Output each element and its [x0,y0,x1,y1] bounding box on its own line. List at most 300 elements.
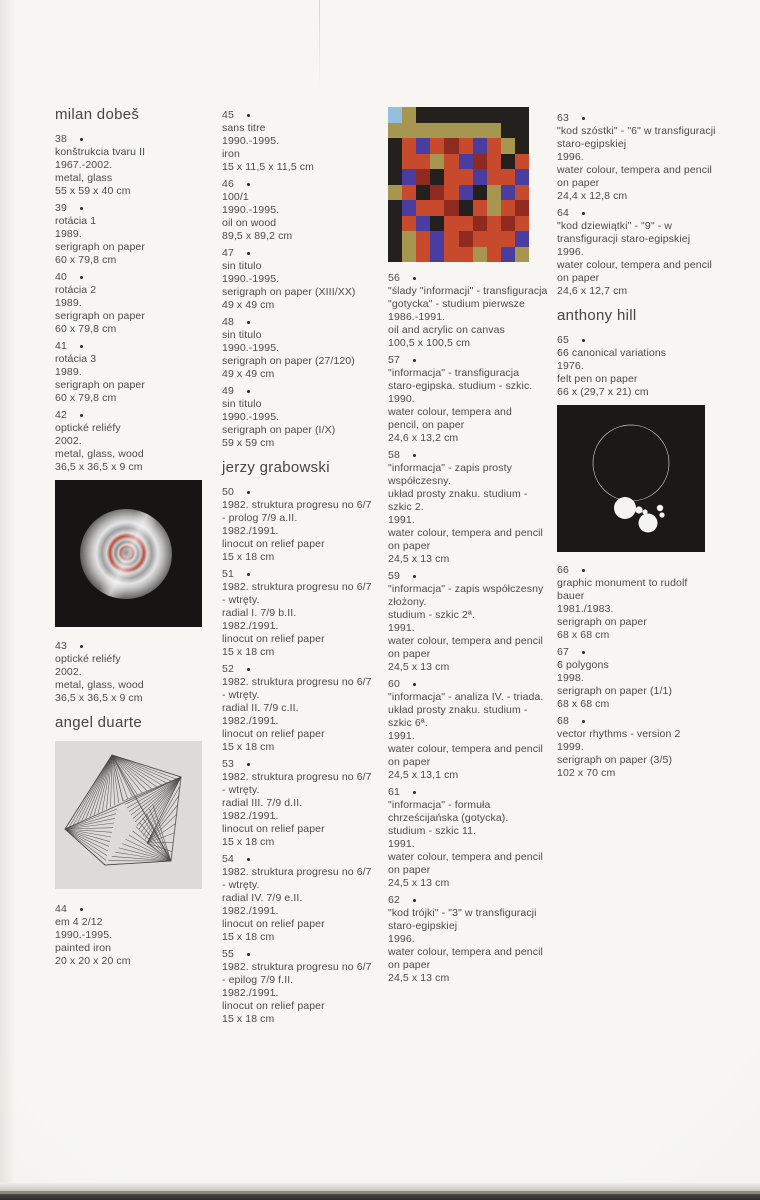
entry-line: 60 x 79,8 cm [55,323,117,335]
mosaic-cell [487,247,501,263]
entry-line: vector rhythms - version 2 [557,728,681,740]
entry-number-line [222,663,372,676]
entry-line: optické reliéfy [55,653,121,665]
mosaic-cell [501,200,515,216]
entry-line: water colour, tempera and [388,406,512,418]
mosaic-cell [473,231,487,247]
entry-number: 62 [388,894,400,906]
mosaic-cell [416,107,430,123]
entry-line: serigraph on paper [55,241,145,253]
catalog-entry [55,340,202,405]
mosaic-cell [402,231,416,247]
entry-line: linocut on relief paper [222,918,325,930]
mosaic-cell [416,138,430,154]
entry-line: staro-egipskiej [557,138,627,150]
mosaic-cell [388,138,402,154]
mosaic-cell [459,185,473,201]
entry-line: serigraph on paper [557,616,647,628]
mosaic-cell [487,231,501,247]
entry-number-line [222,486,372,499]
bullet-icon [247,668,251,672]
mosaic-cell [416,154,430,170]
entry-line: 24,5 x 13 cm [388,553,450,565]
entry-number: 55 [222,948,234,960]
entry-line: 1991. [388,730,415,742]
entry-line: rotácia 1 [55,215,97,227]
mosaic-cell [473,154,487,170]
entry-line: 55 x 59 x 40 cm [55,185,131,197]
mosaic-cell [430,169,444,185]
mosaic-cell [515,123,529,139]
entry-line: 1990.-1995. [222,342,280,354]
artwork-thumbnail-wire-sculpture [55,741,202,889]
entry-line: "gotycka" - studium pierwsze [388,298,525,310]
mosaic-cell [444,154,458,170]
mosaic-cell [459,216,473,232]
entry-line: "kod szóstki" - "6" w transfiguracji [557,125,716,137]
entry-line: 1982./1991. [222,810,279,822]
entry-line: 49 x 49 cm [222,299,275,311]
entry-line: graphic monument to rudolf [557,577,688,589]
entry-line: 1982./1991. [222,715,279,727]
bullet-icon [582,720,586,724]
entry-line: 24,5 x 13,1 cm [388,769,459,781]
mosaic-cell [459,169,473,185]
mosaic-cell [444,123,458,139]
entry-number-line [557,334,716,347]
entry-line: "kod dziewiątki" - "9" - w [557,220,672,232]
entry-line: 1990.-1995. [222,411,280,423]
mosaic-cell [487,185,501,201]
mosaic-cell [501,169,515,185]
entry-line: water colour, tempera and pencil [388,527,543,539]
entry-line: 24,6 x 13,2 cm [388,432,459,444]
entry-number-line [388,894,548,907]
entry-line: rotácia 2 [55,284,97,296]
mosaic-cell [487,200,501,216]
entry-line: "informacja" - zapis prosty [388,462,512,474]
mosaic-cell [430,123,444,139]
bullet-icon [413,454,417,458]
entry-line: serigraph on paper (I/X) [222,424,336,436]
entry-line: 1991. [388,514,415,526]
lens-highlight [80,509,172,599]
entry-line: 15 x 18 cm [222,741,275,753]
entry-line: "informacja" - formuła [388,799,491,811]
page-left-shadow [0,0,16,1200]
catalog-column [557,112,716,784]
entry-line: współczesny. [388,475,451,487]
catalog-entry [222,316,372,381]
entry-line: serigraph on paper [55,379,145,391]
entry-line: układ prosty znaku. studium - [388,704,528,716]
entry-line: 24,4 x 12,8 cm [557,190,628,202]
entry-number-line [222,853,372,866]
entry-number-line [388,570,548,583]
entry-line: em 4 2/12 [55,916,103,928]
mosaic-cell [487,169,501,185]
entry-line: 1999. [557,741,584,753]
bullet-icon [413,575,417,579]
entry-number: 44 [55,903,67,915]
bullet-icon [247,390,251,394]
entry-line: 1982. struktura progresu no 6/7 [222,676,372,688]
artist-name: milan dobeš [55,106,140,123]
mosaic-cell [459,123,473,139]
bullet-icon [582,212,586,216]
catalog-entry [55,409,202,474]
bullet-icon [247,321,251,325]
catalog-entry [55,271,202,336]
catalog-column [55,106,202,972]
entry-line: optické reliéfy [55,422,121,434]
mosaic-cell [388,107,402,123]
entry-line: sin titulo [222,329,262,341]
entry-number-line [388,449,548,462]
bullet-icon [80,645,84,649]
entry-line: 60 x 79,8 cm [55,254,117,266]
entry-line: 15 x 18 cm [222,646,275,658]
mosaic-cell [501,154,515,170]
entry-number: 61 [388,786,400,798]
mosaic-cell [430,231,444,247]
page-bottom-edge-dark [0,1194,760,1200]
entry-line: 15 x 18 cm [222,1013,275,1025]
entry-number: 49 [222,385,234,397]
catalog-entry [222,663,372,754]
entry-line: linocut on relief paper [222,1000,325,1012]
entry-number: 59 [388,570,400,582]
entry-number: 60 [388,678,400,690]
bullet-icon [247,183,251,187]
mosaic-cell [388,231,402,247]
catalog-entry [55,640,202,705]
entry-line: 1982./1991. [222,987,279,999]
entry-number: 54 [222,853,234,865]
catalog-entry [222,853,372,944]
mosaic-cell [487,216,501,232]
entry-line: pencil, on paper [388,419,465,431]
mosaic-cell [388,123,402,139]
entry-line: 60 x 79,8 cm [55,392,117,404]
entry-number: 46 [222,178,234,190]
entry-line: 1991. [388,838,415,850]
mosaic-cell [501,247,515,263]
mosaic-cell [515,200,529,216]
entry-number: 48 [222,316,234,328]
mosaic-cell [430,154,444,170]
mosaic-cell [473,107,487,123]
entry-line: studium - szkic 11. [388,825,477,837]
entry-line: - wtręty. [222,784,260,796]
mosaic-cell [473,185,487,201]
entry-number: 43 [55,640,67,652]
entry-line: linocut on relief paper [222,633,325,645]
catalog-entry [55,202,202,267]
entry-line: linocut on relief paper [222,538,325,550]
mosaic-cell [430,185,444,201]
entry-number-line [222,948,372,961]
bullet-icon [80,207,84,211]
mosaic-cell [487,154,501,170]
bullet-icon [582,651,586,655]
entry-line: water colour, tempera and pencil [388,946,543,958]
entry-line: 2002. [55,435,82,447]
entry-line: metal, glass [55,172,113,184]
mosaic-cell [473,216,487,232]
artwork-thumbnail-canonical-variations [557,405,705,552]
entry-number: 56 [388,272,400,284]
entry-line: 1986.-1991. [388,311,446,323]
entry-line: 1996. [557,246,584,258]
entry-line: painted iron [55,942,112,954]
bullet-icon [413,899,417,903]
entry-line: 24,5 x 13 cm [388,661,450,673]
mosaic-cell [459,200,473,216]
mosaic-cell [515,154,529,170]
mosaic-cell [515,138,529,154]
mosaic-cell [402,154,416,170]
page-bottom-edge [0,1183,760,1191]
catalog-entry [222,948,372,1026]
catalog-entry [388,570,548,674]
entry-line: - wtręty. [222,594,260,606]
catalog-entry [557,715,716,780]
mosaic-cell [515,216,529,232]
entry-line: rotácia 3 [55,353,97,365]
mosaic-cell [388,154,402,170]
entry-number: 39 [55,202,67,214]
bullet-icon [413,359,417,363]
entry-number-line [55,271,202,284]
wire-sculpture-svg [55,741,202,889]
mosaic-cell [430,200,444,216]
entry-number: 47 [222,247,234,259]
entry-line: linocut on relief paper [222,823,325,835]
entry-number-line [557,207,716,220]
entry-line: transfiguracji staro-egipskiej [557,233,691,245]
entry-number-line [388,354,548,367]
mosaic-cell [430,247,444,263]
mosaic-cell [444,107,458,123]
artwork-thumbnail-optical-relief [55,480,202,627]
catalog-entry [557,646,716,711]
entry-line: radial I. 7/9 b.II. [222,607,297,619]
hill-artwork-svg [557,405,705,552]
entry-line: 49 x 49 cm [222,368,275,380]
artist-name: anthony hill [557,307,637,324]
mosaic-cell [444,216,458,232]
catalog-entry [55,903,202,968]
bullet-icon [80,414,84,418]
entry-line: on paper [557,177,600,189]
mosaic-cell [402,138,416,154]
entry-line: 1990. [388,393,415,405]
mosaic-cell [515,231,529,247]
entry-line: 1982. struktura progresu no 6/7 [222,771,372,783]
bullet-icon [247,114,251,118]
mosaic-cell [473,123,487,139]
mosaic-cell [402,107,416,123]
entry-line: 1982. struktura progresu no 6/7 [222,581,372,593]
entry-line: 15 x 11,5 x 11,5 cm [222,161,314,173]
entry-line: 20 x 20 x 20 cm [55,955,131,967]
catalog-entry [222,758,372,849]
entry-line: staro-egipska. studium - szkic. [388,380,533,392]
entry-line: sans titre [222,122,266,134]
entry-line: 1989. [55,228,82,240]
bullet-icon [80,908,84,912]
entry-number-line [557,715,716,728]
entry-number: 63 [557,112,569,124]
mosaic-cell [444,200,458,216]
mosaic-cell [501,138,515,154]
entry-line: serigraph on paper (XIII/XX) [222,286,356,298]
entry-line: sin titulo [222,398,262,410]
entry-line: serigraph on paper [55,310,145,322]
entry-line: serigraph on paper (3/5) [557,754,673,766]
entry-number-line [55,903,202,916]
entry-line: oil and acrylic on canvas [388,324,505,336]
mosaic-cell [402,185,416,201]
entry-line: 89,5 x 89,2 cm [222,230,293,242]
mosaic-cell [515,107,529,123]
entry-number: 42 [55,409,67,421]
bullet-icon [80,138,84,142]
entry-line: "informacja" - transfiguracja [388,367,520,379]
entry-line: złożony. [388,596,427,608]
entry-line: 1967.-2002. [55,159,113,171]
entry-line: 1976. [557,360,584,372]
bullet-icon [582,569,586,573]
entry-line: "ślady "informacji" - transfiguracja [388,285,548,297]
bullet-icon [582,117,586,121]
bullet-icon [247,491,251,495]
entry-line: 66 canonical variations [557,347,667,359]
catalog-entry [55,133,202,198]
entry-number-line [388,272,548,285]
entry-line: metal, glass, wood [55,448,144,460]
entry-line: "informacja" - analiza IV. - triada. [388,691,544,703]
entry-line: 1989. [55,297,82,309]
entry-line: 15 x 18 cm [222,836,275,848]
mosaic-cell [473,200,487,216]
entry-line: - epilog 7/9 f.II. [222,974,294,986]
entry-line: 36,5 x 36,5 x 9 cm [55,461,143,473]
catalog-column [222,109,372,1030]
entry-number: 66 [557,564,569,576]
catalog-entry [557,112,716,203]
mosaic-cell [515,247,529,263]
entry-number: 53 [222,758,234,770]
entry-number-line [55,640,202,653]
entry-line: 68 x 68 cm [557,629,610,641]
mosaic-cell [515,185,529,201]
entry-line: 1982./1991. [222,525,279,537]
mosaic-cell [444,231,458,247]
entry-number: 58 [388,449,400,461]
bullet-icon [413,277,417,281]
entry-line: 1982. struktura progresu no 6/7 [222,961,372,973]
bullet-icon [413,791,417,795]
artwork-thumbnail-mosaic-painting [388,107,529,262]
entry-line: serigraph on paper (27/120) [222,355,355,367]
entry-number-line [55,340,202,353]
mosaic-cell [416,123,430,139]
catalog-entry [388,678,548,782]
catalog-entry [222,385,372,450]
entry-number-line [222,385,372,398]
mosaic-cell [459,231,473,247]
mosaic-cell [487,107,501,123]
catalog-entry [388,272,548,350]
entry-line: 1982./1991. [222,620,279,632]
entry-line: staro-egipskiej [388,920,458,932]
mosaic-cell [388,247,402,263]
entry-line: 100/1 [222,191,249,203]
mosaic-cell [416,200,430,216]
entry-line: 1989. [55,366,82,378]
catalog-entry [388,786,548,890]
mosaic-cell [444,247,458,263]
entry-line: 68 x 68 cm [557,698,610,710]
mosaic-cell [416,231,430,247]
mosaic-cell [416,169,430,185]
paper-fold-line [319,0,320,92]
mosaic-grid [388,107,529,262]
entry-line: szkic 2. [388,501,424,513]
bullet-icon [582,339,586,343]
entry-line: metal, glass, wood [55,679,144,691]
catalog-entry [222,178,372,243]
catalog-entry [222,568,372,659]
entry-line: 1981./1983. [557,603,614,615]
mosaic-cell [444,138,458,154]
entry-number: 40 [55,271,67,283]
entry-line: konštrukcia tvaru II [55,146,146,158]
entry-number-line [55,133,202,146]
bullet-icon [80,276,84,280]
entry-line: 1982. struktura progresu no 6/7 [222,499,372,511]
entry-line: on paper [388,648,431,660]
entry-line: on paper [388,864,431,876]
entry-number-line [557,564,716,577]
mosaic-cell [501,185,515,201]
bullet-icon [247,763,251,767]
entry-number-line [388,786,548,799]
catalog-entry [388,449,548,566]
entry-number-line [55,202,202,215]
mosaic-cell [487,138,501,154]
entry-number: 57 [388,354,400,366]
mosaic-cell [430,138,444,154]
entry-number-line [222,758,372,771]
entry-line: water colour, tempera and pencil [388,635,543,647]
entry-line: chrześcijańska (gotycka). [388,812,509,824]
mosaic-cell [501,231,515,247]
mosaic-cell [473,169,487,185]
mosaic-cell [459,247,473,263]
entry-number-line [557,112,716,125]
entry-line: 2002. [55,666,82,678]
entry-number: 41 [55,340,67,352]
entry-number-line [55,409,202,422]
entry-line: water colour, tempera and pencil [388,743,543,755]
entry-line: - wtręty. [222,689,260,701]
bullet-icon [247,953,251,957]
entry-line: 1990.-1995. [222,135,280,147]
entry-number-line [222,178,372,191]
